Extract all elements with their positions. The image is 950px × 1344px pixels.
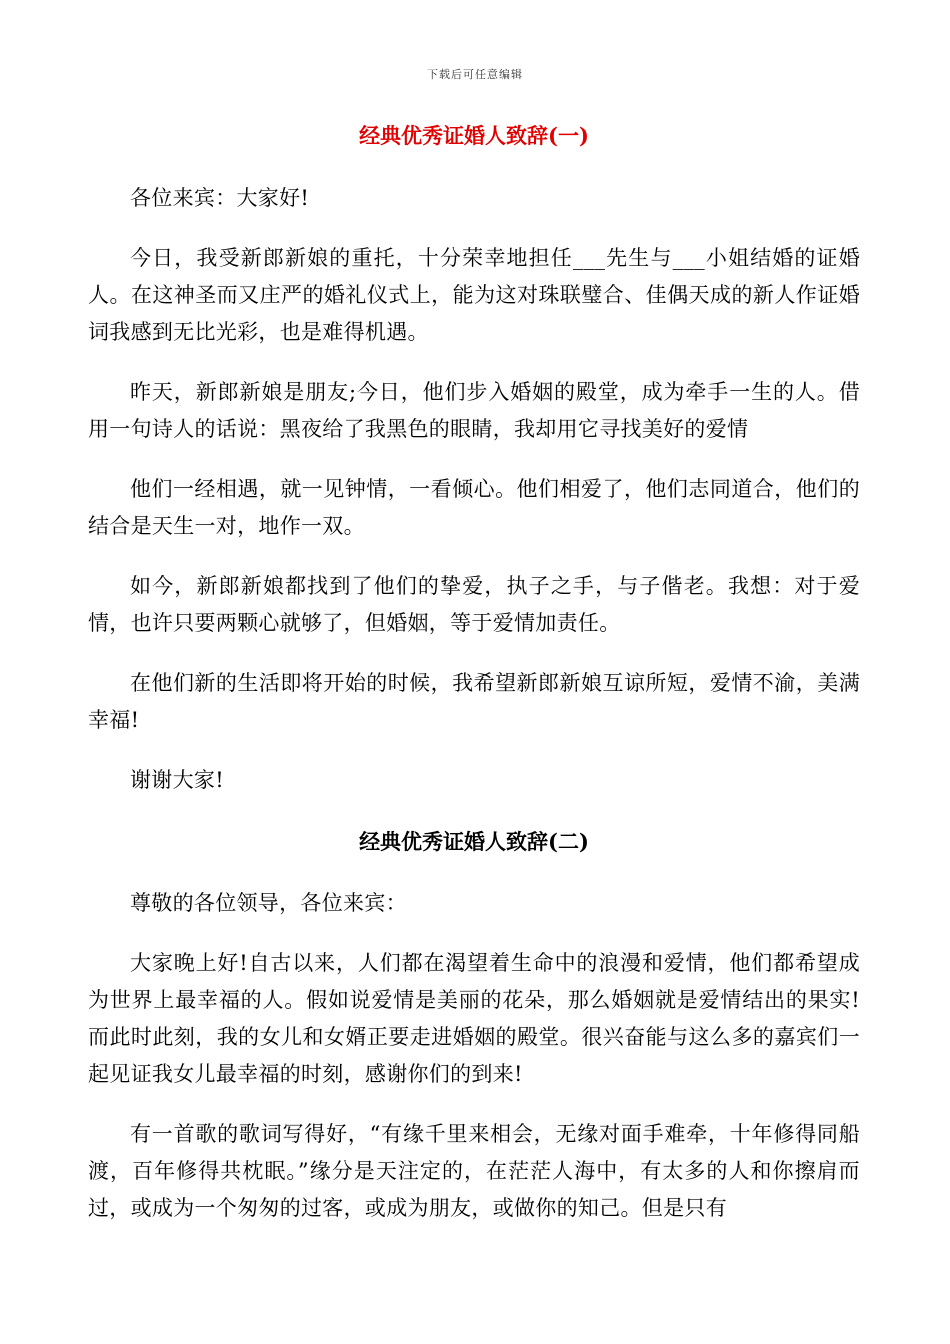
header-note: 下载后可任意编辑 [427,68,523,81]
section-2-paragraph: 大家晚上好!自古以来，人们都在渴望着生命中的浪漫和爱情，他们都希望成为世界上最幸福的人。假如说爱情是美丽的花朵，那么婚姻就是爱情结出的果实!而此时此刻，我的女儿和女婿正要走进婚姻的殿堂。很兴奋能与这么多的嘉宾们一起见证我女儿最幸福的时刻，感谢你们的到来! [88,951,860,1086]
section-1-paragraph: 如今，新郎新娘都找到了他们的挚爱，执子之手，与子偕老。我想：对于爱情，也许只要两颗心就够了，但婚姻，等于爱情加责任。 [88,574,860,635]
section-1-greeting: 各位来宾：大家好! [130,186,310,210]
section-1-paragraph: 昨天，新郎新娘是朋友;今日，他们步入婚姻的殿堂，成为牵手一生的人。借用一句诗人的话说：黑夜给了我黑色的眼睛，我却用它寻找美好的爱情 [88,380,860,441]
section-2-title: 经典优秀证婚人致辞(二) [359,829,589,854]
section-1-closing: 谢谢大家! [130,768,224,792]
section-2-greeting: 尊敬的各位领导，各位来宾： [130,891,407,915]
section-1-title: 经典优秀证婚人致辞(一) [359,123,589,148]
section-1-paragraph: 他们一经相遇，就一见钟情，一看倾心。他们相爱了，他们志同道合，他们的结合是天生一对，地作一双。 [88,477,860,538]
section-2-paragraph: 有一首歌的歌词写得好，“有缘千里来相会，无缘对面手难牵，十年修得同船渡，百年修得共枕眠。”缘分是天注定的，在茫茫人海中，有太多的人和你擦肩而过，或成为一个匆匆的过客，或成为朋友，或做你的知己。但是只有 [88,1122,860,1220]
section-1-paragraph: 在他们新的生活即将开始的时候，我希望新郎新娘互谅所短，爱情不渝，美满幸福! [88,671,860,732]
section-1-paragraph: 今日，我受新郎新娘的重托，十分荣幸地担任___先生与___小姐结婚的证婚人。在这神圣而又庄严的婚礼仪式上，能为这对珠联璧合、佳偶天成的新人作证婚词我感到无比光彩，也是难得机遇。 [88,246,860,344]
document-body [88,116,860,1227]
